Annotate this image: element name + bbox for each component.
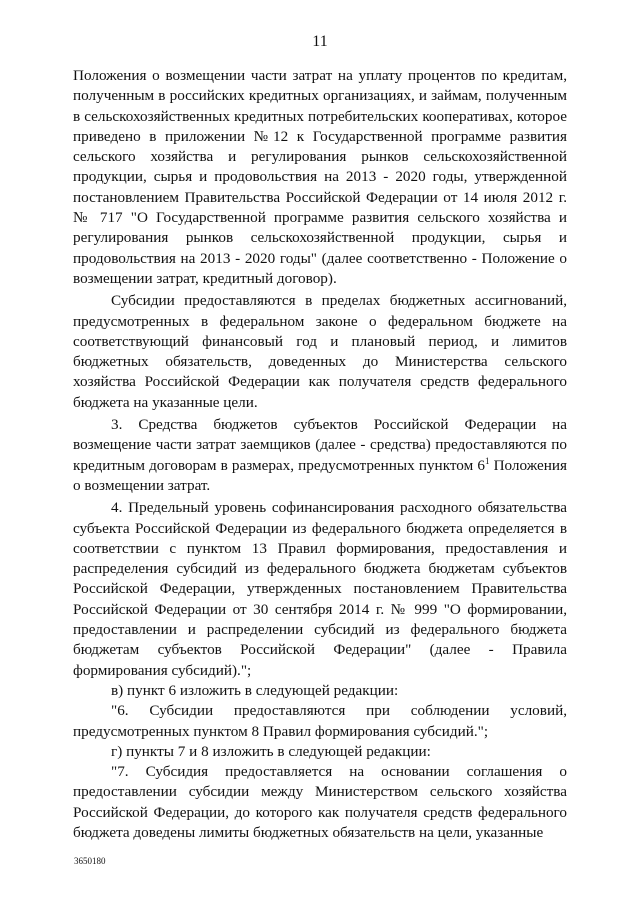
footnote-superscript: 1 [484, 455, 490, 466]
document-code: 3650180 [74, 856, 106, 866]
document-body [73, 66, 567, 843]
paragraph-item-6: "6. Субсидии предоставляются при соблюдении условий, предусмотренных пунктом 8 Правил формирования субсидий."; [73, 702, 567, 740]
paragraph-amendment-v: в) пункт 6 изложить в следующей редакции: [111, 681, 399, 699]
paragraph-item-3-text: 3. Средства бюджетов субъектов Российской Федерации на возмещение части затрат заемщиков (далее - средства) предоставляются по кредитным договорам в размерах, предусмотренных пунктом 6 [73, 416, 567, 474]
paragraph-subsidies-limits: Субсидии предоставляются в пределах бюджетных ассигнований, предусмотренных в федеральном законе о федеральном бюджете на соответствующий финансовый год и плановый период, и лимитов бюджетных обязательств, доведенных до Министерства сельского хозяйства Российской Федерации как получателя средств федерального бюджета на указанные цели. [73, 292, 567, 411]
paragraph-item-7: "7. Субсидия предоставляется на основании соглашения о предоставлении субсидии между Министерством сельского хозяйства Российской Федерации, до которого как получателя средств федерального бюджета доведены лимиты бюджетных обязательств на цели, указанные [73, 763, 567, 841]
page-number: 11 [312, 33, 328, 50]
paragraph-continuation: Положения о возмещении части затрат на уплату процентов по кредитам, полученным в российских кредитных организациях, и займам, полученным в сельскохозяйственных кредитных потребительских кооперативах, которое приведено в приложении №12 к Государственной программе развития сельского хозяйства и регулирования рынков сельскохозяйственной продукции, сырья и продовольствия на 2013 - 2020 годы, утвержденной постановлением Правительства Российской Федерации от 14 июля 2012 г. № 717 "О Государственной программе развития сельского хозяйства и регулирования рынков сельскохозяйственной продукции, сырья и продовольствия на 2013 - 2020 годы" (далее соответственно - Положение о возмещении затрат, кредитный договор). [73, 67, 567, 287]
paragraph-item-4: 4. Предельный уровень софинансирования расходного обязательства субъекта Российской Федерации из федерального бюджета определяется в соответствии с пунктом 13 Правил формирования, предоставления и распределения субсидий из федерального бюджета бюджетам субъектов Российской Федерации, утвержденных постановлением Правительства Российской Федерации от 30 сентября 2014 г. № 999 "О формировании, предоставлении и распределении субсидий из федерального бюджета бюджетам субъектов Российской Федерации" (далее - Правила формирования субсидий)."; [73, 499, 567, 679]
paragraph-item-3-tail: Положения о возмещении затрат. [73, 456, 567, 494]
paragraph-item-3 [73, 415, 567, 496]
paragraph-amendment-g: г) пункты 7 и 8 изложить в следующей редакции: [111, 742, 431, 760]
